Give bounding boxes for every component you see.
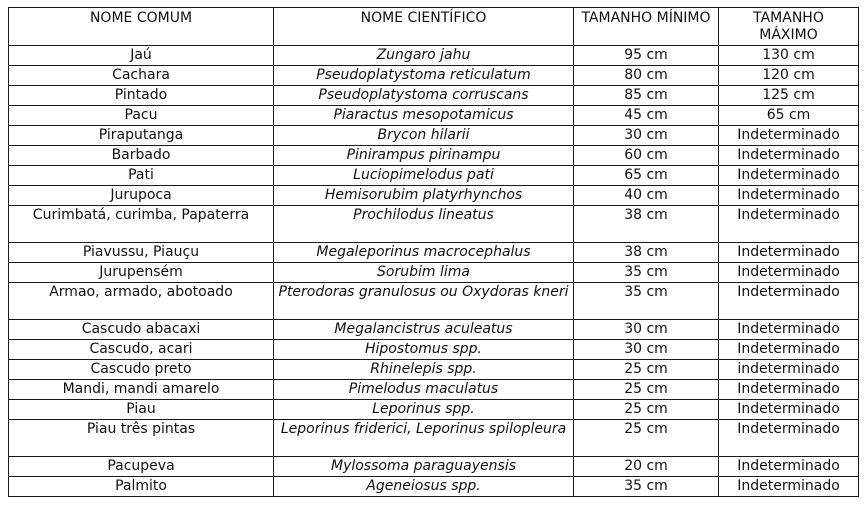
max-size-cell: Indeterminado [719, 206, 859, 243]
table-row [9, 477, 859, 497]
table-row [9, 263, 859, 283]
common-name-cell: Cascudo abacaxi [9, 320, 274, 340]
max-size-cell: Indeterminado [719, 340, 859, 360]
table-row [9, 360, 859, 380]
min-size-cell: 38 cm [574, 206, 719, 243]
min-size-cell: 40 cm [574, 186, 719, 206]
max-size-cell: Indeterminado [719, 400, 859, 420]
scientific-name-cell: Pseudoplatystoma reticulatum [274, 66, 574, 86]
common-name-cell: Cascudo, acari [9, 340, 274, 360]
min-size-cell: 38 cm [574, 243, 719, 263]
max-size-cell: Indeterminado [719, 477, 859, 497]
common-name-cell: Piraputanga [9, 126, 274, 146]
table-row [9, 66, 859, 86]
table-row [9, 126, 859, 146]
header-min-size: TAMANHO MÍNIMO [574, 8, 719, 46]
min-size-cell: 30 cm [574, 340, 719, 360]
scientific-name-cell: Piaractus mesopotamicus [274, 106, 574, 126]
common-name-cell: Palmito [9, 477, 274, 497]
min-size-cell: 20 cm [574, 457, 719, 477]
header-scientific-name: NOME CIENTÍFICO [274, 8, 574, 46]
scientific-name-cell: Sorubim lima [274, 263, 574, 283]
common-name-cell: Piavussu, Piauçu [9, 243, 274, 263]
min-size-cell: 35 cm [574, 263, 719, 283]
common-name-cell: Pintado [9, 86, 274, 106]
common-name-cell: Jaú [9, 46, 274, 66]
common-name-cell: Jurupensém [9, 263, 274, 283]
common-name-cell: Pacupeva [9, 457, 274, 477]
common-name-cell: Curimbatá, curimba, Papaterra [9, 206, 274, 243]
table-row [9, 400, 859, 420]
common-name-cell: Pacu [9, 106, 274, 126]
table-row [9, 420, 859, 457]
common-name-cell: Piau três pintas [9, 420, 274, 457]
max-size-cell: Indeterminado [719, 283, 859, 320]
min-size-cell: 25 cm [574, 380, 719, 400]
table-row [9, 283, 859, 320]
min-size-cell: 80 cm [574, 66, 719, 86]
table-row [9, 340, 859, 360]
min-size-cell: 25 cm [574, 400, 719, 420]
table-row [9, 106, 859, 126]
common-name-cell: Cascudo preto [9, 360, 274, 380]
table-row [9, 206, 859, 243]
scientific-name-cell: Megalancistrus aculeatus [274, 320, 574, 340]
max-size-cell: 125 cm [719, 86, 859, 106]
table-row [9, 457, 859, 477]
scientific-name-cell: Zungaro jahu [274, 46, 574, 66]
scientific-name-cell: Megaleporinus macrocephalus [274, 243, 574, 263]
scientific-name-cell: Ageneiosus spp. [274, 477, 574, 497]
min-size-cell: 30 cm [574, 320, 719, 340]
scientific-name-cell: Rhinelepis spp. [274, 360, 574, 380]
min-size-cell: 25 cm [574, 360, 719, 380]
min-size-cell: 35 cm [574, 283, 719, 320]
max-size-cell: Indeterminado [719, 420, 859, 457]
scientific-name-cell: Hemisorubim platyrhynchos [274, 186, 574, 206]
max-size-cell: 130 cm [719, 46, 859, 66]
max-size-cell: 65 cm [719, 106, 859, 126]
table-row [9, 86, 859, 106]
common-name-cell: Armao, armado, abotoado [9, 283, 274, 320]
common-name-cell: Piau [9, 400, 274, 420]
max-size-cell: Indeterminado [719, 186, 859, 206]
table-row [9, 186, 859, 206]
fish-size-table [8, 7, 859, 497]
scientific-name-cell: Luciopimelodus pati [274, 166, 574, 186]
header-common-name: NOME COMUM [9, 8, 274, 46]
scientific-name-cell: Mylossoma paraguayensis [274, 457, 574, 477]
scientific-name-cell: Pimelodus maculatus [274, 380, 574, 400]
max-size-cell: Indeterminado [719, 263, 859, 283]
max-size-cell: Indeterminado [719, 380, 859, 400]
scientific-name-cell: Hipostomus spp. [274, 340, 574, 360]
scientific-name-cell: Pinirampus pirinampu [274, 146, 574, 166]
table-row [9, 46, 859, 66]
header-max-size: TAMANHO MÁXIMO [719, 8, 859, 46]
max-size-cell: 120 cm [719, 66, 859, 86]
max-size-cell: Indeterminado [719, 126, 859, 146]
scientific-name-cell: Leporinus friderici, Leporinus spilopleura [274, 420, 574, 457]
common-name-cell: Pati [9, 166, 274, 186]
header-row [9, 8, 859, 46]
min-size-cell: 95 cm [574, 46, 719, 66]
max-size-cell: Indeterminado [719, 320, 859, 340]
min-size-cell: 65 cm [574, 166, 719, 186]
min-size-cell: 35 cm [574, 477, 719, 497]
common-name-cell: Mandi, mandi amarelo [9, 380, 274, 400]
min-size-cell: 60 cm [574, 146, 719, 166]
common-name-cell: Jurupoca [9, 186, 274, 206]
max-size-cell: Indeterminado [719, 243, 859, 263]
min-size-cell: 25 cm [574, 420, 719, 457]
max-size-cell: Indeterminado [719, 166, 859, 186]
min-size-cell: 30 cm [574, 126, 719, 146]
max-size-cell: Indeterminado [719, 457, 859, 477]
max-size-cell: Indeterminado [719, 146, 859, 166]
common-name-cell: Barbado [9, 146, 274, 166]
max-size-cell: indeterminado [719, 360, 859, 380]
scientific-name-cell: Brycon hilarii [274, 126, 574, 146]
min-size-cell: 85 cm [574, 86, 719, 106]
scientific-name-cell: Prochilodus lineatus [274, 206, 574, 243]
min-size-cell: 45 cm [574, 106, 719, 126]
table-row [9, 380, 859, 400]
scientific-name-cell: Leporinus spp. [274, 400, 574, 420]
scientific-name-cell: Pterodoras granulosus ou Oxydoras kneri [274, 283, 574, 320]
scientific-name-cell: Pseudoplatystoma corruscans [274, 86, 574, 106]
table-body [9, 46, 859, 497]
table-row [9, 166, 859, 186]
common-name-cell: Cachara [9, 66, 274, 86]
table-row [9, 146, 859, 166]
table-row [9, 320, 859, 340]
table-row [9, 243, 859, 263]
